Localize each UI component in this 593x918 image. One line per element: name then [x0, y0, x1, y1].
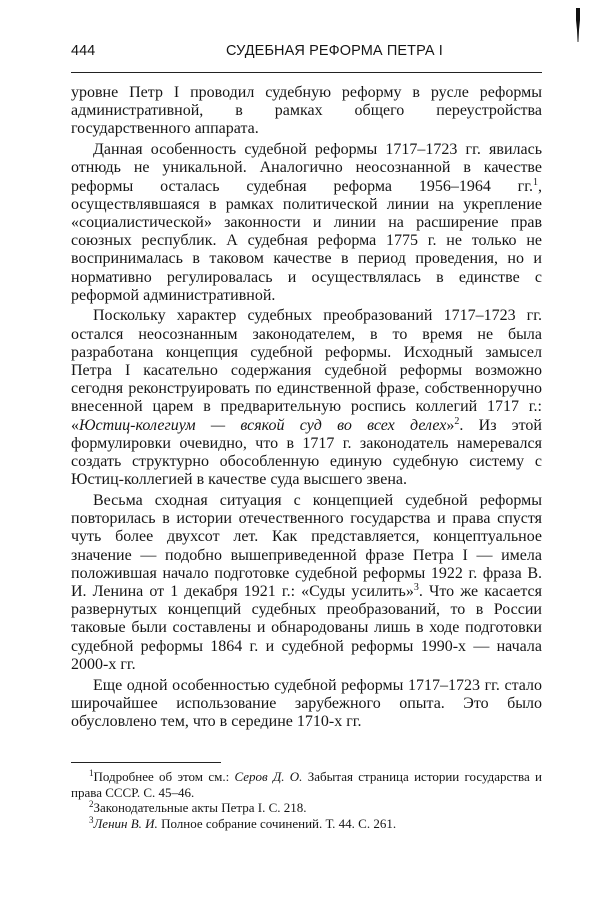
page-number: 444: [71, 43, 96, 59]
paragraph-5: Еще одной особенностью судебной реформы 1717–1723 гг. стало широчайшее использование зарубежного опыта. Это было обусловлено тем, что в середине 1710-х гг.: [71, 676, 542, 730]
footnote-ref-3: 3: [413, 581, 419, 593]
paragraph-2: Данная особенность судебной реформы 1717–1723 гг. явилась отнюдь не уникальной. Аналогично неосознанной в качестве реформы осталась судебная реформа 1956–1964 гг.$^1$, осуществлявшаяся в рамках политической линии на укрепление «социалистической» законности и линии на расширение прав союзных республик. А судебная реформа 1775 г. не только не воспринималась в таковом качестве в период проведения, но и нормативно регулировалась и осуществлялась в единстве с реформой административной.: [71, 141, 542, 304]
footnote-ref-1: 1: [533, 176, 538, 188]
paragraph-1: уровне Петр I проводил судебную реформу в русле реформы административной, в рамках общего переустройства государственного аппарата.: [71, 84, 542, 138]
footnotes: [71, 769, 542, 831]
header-rule: [71, 72, 542, 73]
running-title: СУДЕБНАЯ РЕФОРМА ПЕТРА I: [226, 43, 443, 59]
quoted-phrase: Юстиц-колегиум — всякой суд во всех делех: [79, 416, 447, 434]
page-header: [71, 41, 543, 63]
footnote-rule: [71, 762, 221, 763]
paragraph-3: Поскольку характер судебных преобразований 1717–1723 гг. остался неосознанным законодателем, в то время не была разработана концепция судебной реформы. Исходный замысел Петра I касательно содержания судебной реформы возможно сегодня реконструировать по единственной фразе, собственноручно внесенной царем в предварительную роспись коллегий 1717 г.: «Юстиц-колегиум — всякой суд во всех делех»$^2$. Из этой формулировки очевидно, что в 1717 г. законодатель намеревался создать структурно обособленную единую судебную систему с Юстиц-коллегией в качестве суда высшего звена.: [71, 307, 542, 489]
body-text: [71, 84, 542, 731]
scan-edge-mark: [575, 8, 581, 42]
paragraph-4: Весьма сходная ситуация с концепцией судебной реформы повторилась в истории отечественного государства и права спустя чуть более двухсот лет. Как представляется, концептуальное значение — подобно вышеприведенной фразе Петра I — имела положившая начало подготовке судебной реформы 1922 г. фраза В. И. Ленина от 1 декабря 1921 г.: «Суды усилить»$^3$. Что же касается развернутых концепций судебных преобразований, то в России таковые были составлены и обнародованы лишь в ходе подготовки судебной реформы 1864 г. и судебной реформы 1990-х — начала 2000-х гг.: [71, 491, 543, 673]
footnote-3: $^3$Ленин В. И. Полное собрание сочинений. Т. 44. С. 261.: [89, 814, 397, 831]
footnote-2: $^2$Законодательные акты Петра I. С. 218.: [89, 799, 307, 815]
footnote-1: $^1$Подробнее об этом см.: Серов Д. О. Забытая страница истории государства и права СССР. С. 45–46.: [71, 768, 542, 800]
footnote-ref-2: 2: [454, 415, 460, 427]
